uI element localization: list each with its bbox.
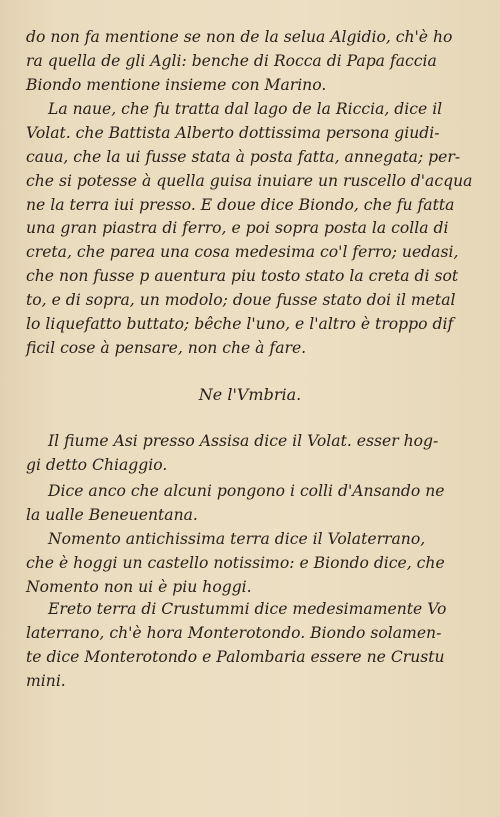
text-line: che si potesse à quella guisa inuiare un ruscello d'acqua (26, 171, 473, 190)
text-line: gi detto Chiaggio. (26, 455, 168, 474)
text-line: lo liquefatto buttato; bêche l'uno, e l'altro è troppo dif (26, 315, 454, 334)
text-line: te dice Monterotondo e Palombaria essere ne Crustu (26, 647, 445, 666)
paragraph-6 (26, 598, 476, 694)
text-line: Volat. che Battista Alberto dottissima persona giudi- (26, 123, 440, 142)
text-line: caua, che la ui fusse stata à posta fatta, annegata; per- (26, 147, 461, 166)
paragraph-2 (26, 98, 476, 361)
text-line: che non fusse p auentura piu tosto stato la creta di sot (26, 267, 459, 286)
text-line: Biondo mentione insieme con Marino. (26, 75, 327, 94)
text-line: creta, che parea una cosa medesima co'l ferro; uedasi, (26, 243, 459, 262)
text-line: mini. (26, 671, 66, 690)
text-line: che è hoggi un castello notissimo: e Biondo dice, che (26, 553, 445, 572)
paragraph-3 (26, 430, 476, 478)
text-line: ficil cose à pensare, non che à fare. (26, 338, 307, 357)
text-line: Il fiume Asi presso Assisa dice il Volat. esser hog- (48, 432, 439, 450)
text-line: to, e di sopra, un modolo; doue fusse stato doi il metal (26, 291, 456, 310)
text-line: La naue, che fu tratta dal lago de la Riccia, dice il (48, 100, 443, 118)
text-line: la ualle Beneuentana. (26, 505, 198, 524)
text-line: ra quella de gli Agli: benche di Rocca di Papa faccia (26, 51, 437, 70)
text-line: Dice anco che alcuni pongono i colli d'Ansando ne (48, 482, 445, 500)
section-heading: Ne l'Vmbria. (198, 385, 302, 404)
text-line: una gran piastra di ferro, e poi sopra posta la colla di (26, 219, 449, 238)
text-line: laterrano, ch'è hora Monterotondo. Biondo solamen- (26, 623, 442, 642)
text-line: Ereto terra di Crustummi dice medesimamente Vo (48, 600, 447, 618)
paragraph-1 (26, 26, 476, 98)
paragraph-5 (26, 528, 476, 600)
text-line: Nomento antichissima terra dice il Volaterrano, (48, 530, 426, 548)
text-line: ne la terra iui presso. E doue dice Biondo, che fu fatta (26, 195, 455, 214)
text-line: do non fa mentione se non de la selua Algidio, ch'è ho (26, 28, 453, 46)
paragraph-4 (26, 480, 476, 528)
text-line: Nomento non ui è piu hoggi. (26, 577, 252, 596)
